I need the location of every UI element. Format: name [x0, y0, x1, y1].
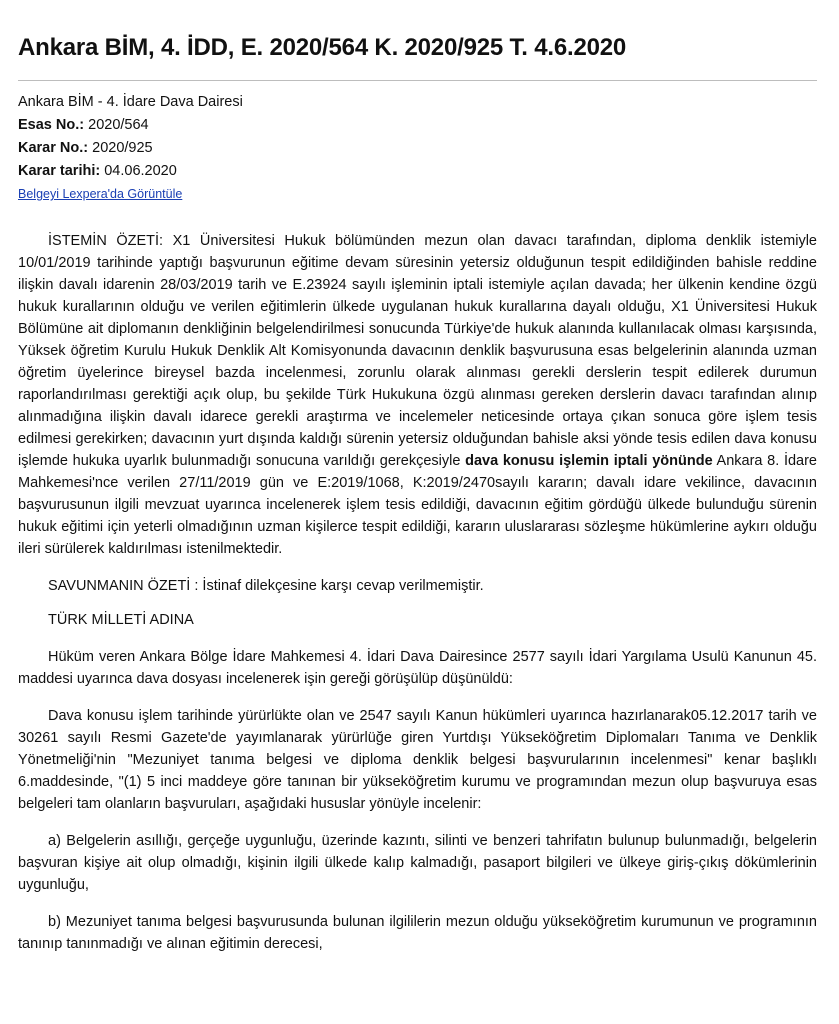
karar-label: Karar No.:: [18, 140, 89, 156]
istem-ozeti-paragraph: [18, 230, 817, 560]
tarih-value: 04.06.2020: [104, 163, 177, 179]
title-divider: [18, 80, 817, 81]
istem-ozeti-bold: dava konusu işlemin iptali yönünde: [465, 453, 713, 469]
istem-ozeti-text-a: İSTEMİN ÖZETİ: X1 Üniversitesi Hukuk bölümünden mezun olan davacı tarafından, diploma denklik istemiyle 10/01/2019 tarihinde yaptığı başvurunun eğitime devam süresinin yetersiz olduğunun tespit edildiğinden bahisle reddine ilişkin davalı idarenin 28/03/2019 tarih ve E.23924 sayılı işleminin iptali istemiyle açılan davada; her ülkenin kendine özgü hukuk kurallarının olduğu ve verilen eğitimlerin ülkede uygulanan hukuk kurallarına dayalı olduğu, X1 Üniversitesi Hukuk Bölümüne ait diplomanın denkliğinin belgelendirilmesi sonucunda Türkiye'de hukuk alanında kullanılacak olması karşısında, Yüksek öğretim Kurulu Hukuk Denklik Alt Komisyonunda davacının denklik başvurusuna esas belgelerinin alanında uzman öğretim üyelerince bireysel bazda incelenmesi, zorunlu olarak alınması gerekli derslerin tespit edilerek durumun raporlandırılması gerektiği açık olup, bu şekilde Türk Hukukuna özgü alınması gereken derslerin davacı tarafından alınıp alınmadığına ilişkin davalı idarece gerekli araştırma ve incelemeler neticesinde ortaya çıkan sonuca göre işlem tesis edilmesi gerekirken; davacının yurt dışında kaldığı sürenin yetersiz olduğundan bahisle aksi yönde tesis edilen dava konusu işlemde hukuka uyarlık bulunmadığı sonucuna varıldığı gerekçesiyle: [18, 233, 817, 469]
mevzuat-paragraph: Dava konusu işlem tarihinde yürürlükte olan ve 2547 sayılı Kanun hükümleri uyarınca hazırlanarak05.12.2017 tarih ve 30261 sayılı Resmi Gazete'de yayımlanarak yürürlüğe giren Yurtdışı Yükseköğretim Diplomaları Tanıma ve Denklik Yönetmeliği'nin "Mezuniyet tanıma belgesi ve diploma denklik belgesi başvurularının incelenmesi" kenar başlıklı 6.maddesinde, "(1) 5 inci maddeye göre tanınan bir yükseköğretim kurumu ve programından mezun olup başvuruya esas belgeleri tam olanların başvuruları, aşağıdaki hususlar yönüyle incelenir:: [18, 708, 817, 812]
court-name: Ankara BİM - 4. İdare Dava Dairesi: [18, 94, 243, 110]
hukum-paragraph: Hüküm veren Ankara Bölge İdare Mahkemesi 4. İdari Dava Dairesince 2577 sayılı İdari Yargılama Usulü Kanunun 45. maddesi uyarınca dava dosyası incelenerek işin gereği görüşülüp düşünüldü:: [18, 649, 817, 687]
item-b-paragraph: b) Mezuniyet tanıma belgesi başvurusunda bulunan ilgililerin mezun olduğu yükseköğretim kurumunun ve programının tanınıp tanınmadığı ve alınan eğitimin derecesi,: [18, 914, 817, 952]
karar-value: 2020/925: [92, 140, 153, 156]
decision-body: [18, 230, 817, 967]
esas-label: Esas No.:: [18, 117, 85, 133]
decision-metadata: [18, 91, 818, 206]
lexpera-link[interactable]: Belgeyi Lexpera'da Görüntüle: [18, 187, 183, 201]
istem-ozeti-text-c: Ankara 8. İdare Mahkemesi'nce verilen 27/11/2019 gün ve E:2019/1068, K:2019/2470sayılı kararın; davalı idare vekilince, davacının başvurusunun ilgili mevzuat uyarınca incelenerek işlem tesis edildiği, davacının eğitim gördüğü ülkede bulunduğu sürenin hukuk eğitimi için yeterli olmadığının uzman kişilerce tespit edildiği, kararın uluslararası sözleşme hükümlerine aykırı olduğu ileri sürülerek kaldırılması istenilmektedir.: [18, 453, 817, 557]
page-title: Ankara BİM, 4. İDD, E. 2020/564 K. 2020/925 T. 4.6.2020: [18, 34, 627, 61]
item-a-paragraph: a) Belgelerin asıllığı, gerçeğe uygunluğu, üzerinde kazıntı, silinti ve benzeri tahrifatın bulunup bulunmadığı, belgelerin başvuran kişiye ait olup olmadığı, kişinin ilgili ülkede kalıp kalmadığı, pasaport bilgileri ve ülkeye giriş-çıkış dökümlerinin uygunluğu,: [18, 833, 817, 893]
tarih-row: [18, 160, 818, 183]
karar-row: [18, 137, 818, 160]
lexpera-link-row: [18, 183, 818, 206]
turk-milleti-adina-heading: TÜRK MİLLETİ ADINA: [48, 612, 194, 628]
esas-value: 2020/564: [88, 117, 149, 133]
esas-row: [18, 114, 818, 137]
savunma-ozeti-paragraph: SAVUNMANIN ÖZETİ : İstinaf dilekçesine karşı cevap verilmemiştir.: [48, 578, 484, 594]
tarih-label: Karar tarihi:: [18, 163, 101, 179]
